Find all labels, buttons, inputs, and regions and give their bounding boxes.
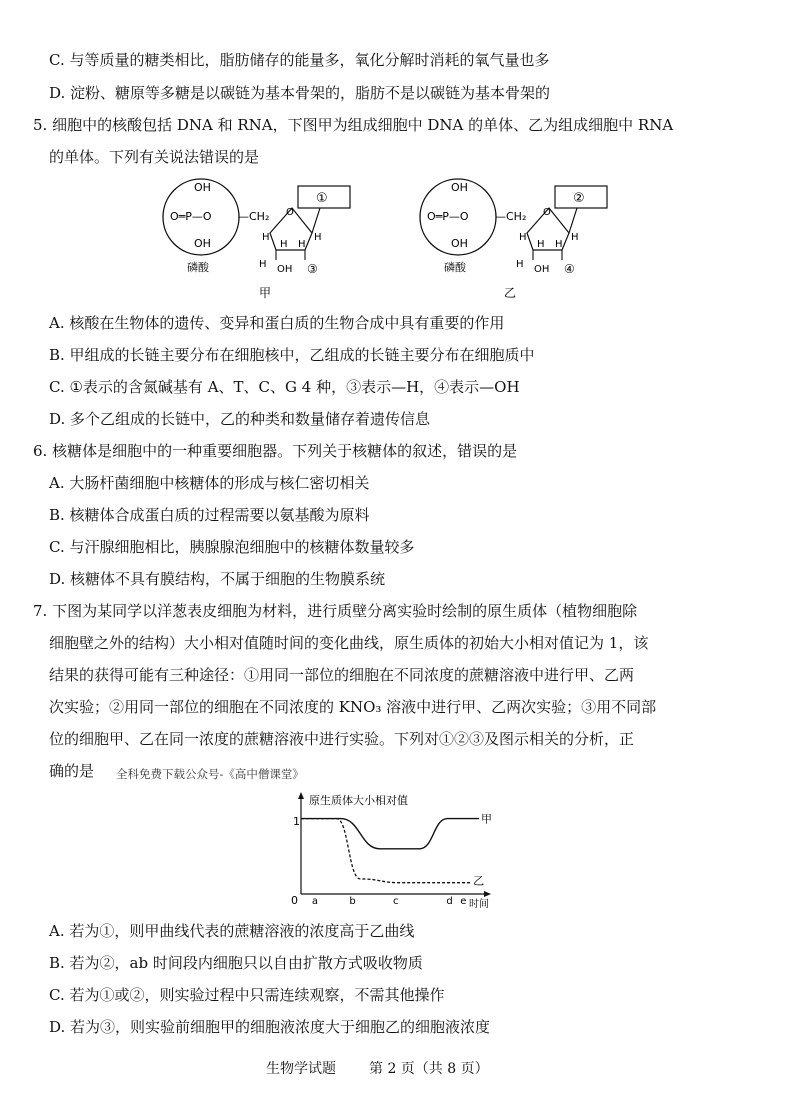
q5-option-B: B. 甲组成的长链主要分布在细胞核中，乙组成的长链主要分布在细胞质中 (49, 346, 535, 364)
chart-y-title: 原生质体大小相对值 (309, 794, 408, 807)
q5-option-D: D. 多个乙组成的长链中，乙的种类和数量储存着遗传信息 (49, 410, 431, 428)
jia-h2: H (314, 232, 322, 243)
nucleotide-jia (163, 179, 350, 300)
jia-h4: H (298, 239, 306, 250)
jia-base: ① (316, 191, 328, 206)
jia-oh3: OH (277, 264, 293, 275)
nucleotide-yi (420, 179, 607, 300)
x-axis-arrow (484, 891, 491, 897)
q7-option-A: A. 若为①，则甲曲线代表的蔗糖溶液的浓度高于乙曲线 (49, 922, 415, 940)
x-tick-d: d (446, 896, 453, 907)
yi-base: ② (573, 191, 585, 206)
q6-option-A: A. 大肠杆菌细胞中核糖体的形成与核仁密切相关 (49, 474, 370, 492)
jia-h5: H (259, 259, 267, 270)
yi-oh-bottom: OH (451, 237, 468, 250)
nucleotide-figure (0, 175, 794, 305)
yi-h5: H (516, 259, 524, 270)
x-tick-a: a (311, 896, 318, 907)
q5-stem-1: 5. 细胞中的核酸包括 DNA 和 RNA，下图甲为组成细胞中 DNA 的单体、乙为组成细胞中 RNA (33, 116, 674, 134)
jia-phosphate-label: 磷酸 (187, 261, 209, 274)
yi-caption: 乙 (504, 286, 517, 300)
q7-option-B: B. 若为②，ab 时间段内细胞只以自由扩散方式吸收物质 (49, 954, 423, 972)
yi-p-group: O═P—O (427, 210, 469, 223)
jia-caption: 甲 (259, 286, 272, 300)
x-tick-b: b (349, 896, 356, 907)
option-5prev-C: C. 与等质量的糖类相比，脂肪储存的能量多，氧化分解时消耗的氧气量也多 (49, 51, 550, 69)
jia-sub: ③ (307, 262, 318, 276)
jia-oh-bottom: OH (194, 237, 211, 250)
jia-ch2: —CH₂ (238, 210, 270, 223)
q7-option-D: D. 若为③，则实验前细胞甲的细胞液浓度大于细胞乙的细胞液浓度 (49, 1018, 491, 1036)
series-yi-label: 乙 (473, 874, 485, 888)
jia-oh-top: OH (194, 181, 211, 194)
q7-stem-3: 结果的获得可能有三种途径：①用同一部位的细胞在不同浓度的蔗糖溶液中进行甲、乙两 (49, 666, 635, 684)
q6-stem: 6. 核糖体是细胞中的一种重要细胞器。下列关于核糖体的叙述，错误的是 (33, 442, 518, 460)
q6-option-C: C. 与汗腺细胞相比，胰腺腺泡细胞中的核糖体数量较多 (49, 538, 415, 556)
jia-p-group: O═P—O (170, 210, 212, 223)
yi-ch2: —CH₂ (495, 210, 527, 223)
series-yi-line (301, 819, 471, 883)
yi-oh-top: OH (451, 181, 468, 194)
jia-ring-o: O (286, 207, 294, 218)
y-tick-1: 1 (293, 815, 300, 828)
option-5prev-D: D. 淀粉、糖原等多糖是以碳链为基本骨架的，脂肪不是以碳链为基本骨架的 (49, 84, 551, 102)
jia-h1: H (262, 232, 270, 243)
watermark-text: 全科免费下载公众号-《高中僧课堂》 (116, 767, 304, 781)
q7-stem-5: 位的细胞甲、乙在同一浓度的蔗糖溶液中进行实验。下列对①②③及图示相关的分析，正 (49, 730, 635, 748)
footer-subject: 生物学试题 (266, 1061, 336, 1077)
q7-stem-6: 确的是 (49, 762, 95, 780)
q7-stem-4: 次实验；②用同一部位的细胞在不同浓度的 KNO₃ 溶液中进行甲、乙两次实验；③用不同部 (49, 698, 657, 716)
q6-option-B: B. 核糖体合成蛋白质的过程需要以氨基酸为原料 (49, 506, 370, 524)
yi-ring-o: O (543, 207, 551, 218)
q5-option-C: C. ①表示的含氮碱基有 A、T、C、G 4 种，③表示—H，④表示—OH (49, 378, 520, 396)
q5-stem-2: 的单体。下列有关说法错误的是 (49, 148, 260, 166)
q7-option-C: C. 若为①或②，则实验过程中只需连续观察，不需其他操作 (49, 986, 445, 1004)
q6-option-D: D. 核糖体不具有膜结构，不属于细胞的生物膜系统 (49, 570, 386, 588)
origin-label: 0 (291, 894, 298, 907)
footer-page: 第 2 页（共 8 页） (369, 1061, 489, 1077)
protoplast-size-chart (283, 790, 513, 910)
q7-stem-1: 7. 下图为某同学以洋葱表皮细胞为材料，进行质壁分离实验时绘制的原生质体（植物细胞除 (33, 602, 638, 620)
series-jia-label: 甲 (481, 812, 493, 826)
yi-phosphate-label: 磷酸 (444, 261, 466, 274)
x-tick-e: e (460, 896, 467, 907)
yi-h2: H (571, 232, 579, 243)
yi-h1: H (519, 232, 527, 243)
yi-h3: H (537, 239, 545, 250)
x-tick-c: c (392, 896, 399, 907)
x-axis-label: 时间 (469, 899, 489, 910)
yi-h4: H (555, 239, 563, 250)
y-axis-arrow (298, 792, 304, 799)
series-jia-line (301, 819, 479, 849)
q7-stem-2: 细胞壁之外的结构）大小相对值随时间的变化曲线，原生质体的初始大小相对值记为 1，该 (49, 634, 649, 652)
yi-oh3: OH (534, 264, 550, 275)
jia-h3: H (280, 239, 288, 250)
q5-option-A: A. 核酸在生物体的遗传、变异和蛋白质的生物合成中具有重要的作用 (49, 314, 505, 332)
yi-sub: ④ (564, 262, 575, 276)
